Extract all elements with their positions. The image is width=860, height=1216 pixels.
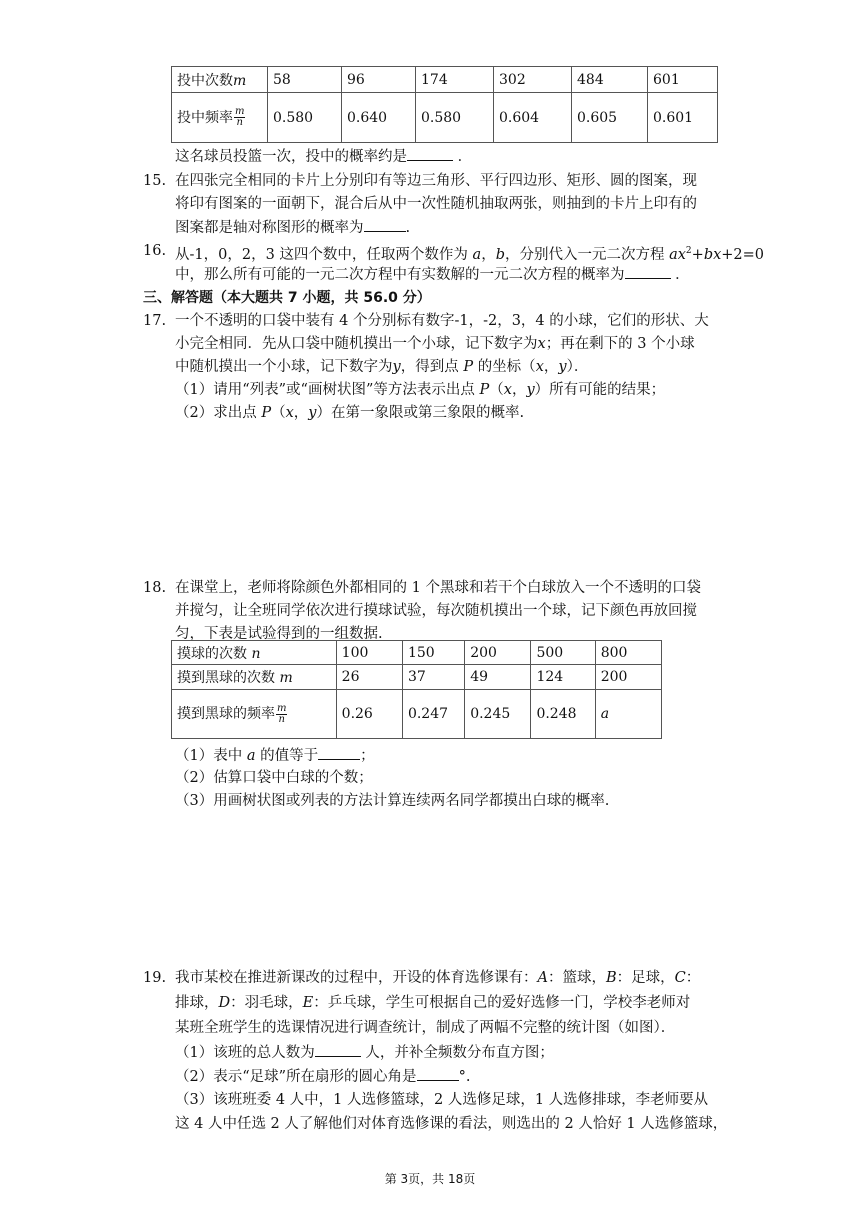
q18-subquestion: （3）用画树状图或列表的方法计算连续两名同学都摸出白球的概率. [175,793,610,809]
answer-blank [364,217,406,232]
q17-line: 小完全相同．先从口袋中随机摸出一个小球，记下数字为x；再在剩下的 3 个小球 [175,336,695,352]
q15-line: 图案都是轴对称图形的概率为 . [175,217,410,238]
table-row [172,67,718,93]
q19-line: 排球，D：羽毛球，E：乒乓球，学生可根据自己的爱好选修一门，学校李老师对 [175,995,691,1011]
table-cell: 26 [336,665,402,690]
table-cell: 37 [402,665,464,690]
row-header: 摸到黑球的次数 m [172,665,337,690]
table-row [172,93,718,143]
table-cell: 0.580 [268,93,342,143]
table-cell: 484 [572,67,648,93]
q18-line: 在课堂上，老师将除颜色外都相同的 1 个黑球和若干个白球放入一个不透明的口袋 [175,580,701,596]
table-cell: 124 [531,665,595,690]
row-header: 投中次数m [172,67,268,93]
section-heading: 三、解答题（本大题共 7 小题，共 56.0 分） [143,290,431,306]
table-cell: 0.580 [416,93,494,143]
row-header: 摸球的次数 n [172,641,337,665]
table-cell: 0.601 [648,93,718,143]
q14-tail: 这名球员投篮一次，投中的概率约是 ． [175,146,472,167]
table-cell: 0.245 [465,690,531,739]
table-row [172,641,662,665]
table-row [172,690,662,739]
q19-line: 我市某校在推进新课改的过程中，开设的体育选修课有：A：篮球，B：足球，C： [175,970,701,986]
q19-subquestion: （2）表示“足球”所在扇形的圆心角是 °. [175,1066,470,1087]
table-cell: 0.248 [531,690,595,739]
table-cell: 0.640 [342,93,416,143]
q18-line: 匀，下表是试验得到的一组数据. [175,626,383,642]
q18-line: 并搅匀，让全班同学依次进行摸球试验，每次随机摸出一个球，记下颜色再放回搅 [175,603,697,619]
table-cell: 174 [416,67,494,93]
page-footer: 第 3页，共 18页 [384,1172,476,1186]
answer-blank [625,264,671,279]
table-cell: 96 [342,67,416,93]
table-cell: 200 [595,665,661,690]
question-number: 16. [143,243,167,259]
table-cell: 100 [336,641,402,665]
question-number: 19. [143,970,167,986]
table-cell: a [595,690,661,739]
q17-subquestion: （1）请用“列表”或“画树状图”等方法表示出点 P（x，y）所有可能的结果； [175,382,666,398]
table-cell: 200 [465,641,531,665]
table-cell: 800 [595,641,661,665]
table-cell: 601 [648,67,718,93]
table-cell: 0.604 [494,93,572,143]
table-cell: 0.605 [572,93,648,143]
table-cell: 0.247 [402,690,464,739]
q19-subquestion: 这 4 人中任选 2 人了解他们对体育选修课的看法，则选出的 2 人恰好 1 人选修篮球， [175,1116,728,1132]
q17-line: 中随机摸出一个小球，记下数字为y，得到点 P 的坐标（x，y）． [175,359,589,375]
table-cell: 49 [465,665,531,690]
q17-subquestion: （2）求出点 P（x，y）在第一象限或第三象限的概率. [175,405,525,421]
q16-line: 从-1，0，2，3 这四个数中，任取两个数作为 a，b，分别代入一元二次方程 $ax^2+bx+2=0$ [175,246,765,263]
q15-line: 将印有图案的一面朝下，混合后从中一次性随机抽取两张，则抽到的卡片上印有的 [175,196,697,212]
q19-subquestion: （3）该班班委 4 人中，1 人选修篮球，2 人选修足球，1 人选修排球，李老师要从 [175,1092,709,1108]
answer-blank [417,1066,459,1081]
table-cell: 302 [494,67,572,93]
question-number: 17. [143,313,167,329]
table-cell: 0.26 [336,690,402,739]
q19-line: 某班全班学生的选课情况进行调查统计，制成了两幅不完整的统计图（如图）． [175,1020,676,1036]
q16-line: 中，那么所有可能的一元二次方程中有实数解的一元二次方程的概率为 ． [175,264,690,285]
fraction: $\frac{m}{n}$ [277,702,287,725]
question-number: 15. [143,173,167,189]
answer-blank [315,1042,361,1057]
q18-subquestion: （1）表中 a 的值等于 ； [175,745,375,766]
row-header: 投中频率 $\frac{m}{n}$ [172,93,268,143]
table-cell: 58 [268,67,342,93]
row-header: 摸到黑球的频率 $\frac{m}{n}$ [172,690,337,739]
answer-blank [407,146,453,161]
q19-subquestion: （1）该班的总人数为 人，并补全频数分布直方图； [175,1042,554,1063]
fraction: $\frac{m}{n}$ [235,106,245,129]
table-cell: 150 [402,641,464,665]
table-row [172,665,662,690]
answer-blank [318,745,360,760]
ball-draw-table [171,640,662,739]
q17-line: 一个不透明的口袋中装有 4 个分别标有数字-1，-2，3，4 的小球，它们的形状、大 [175,313,709,329]
shooting-table [171,66,718,143]
table-cell: 500 [531,641,595,665]
q15-line: 在四张完全相同的卡片上分别印有等边三角形、平行四边形、矩形、圆的图案，现 [175,173,697,189]
question-number: 18. [143,580,167,596]
q18-subquestion: （2）估算口袋中白球的个数； [175,770,373,786]
